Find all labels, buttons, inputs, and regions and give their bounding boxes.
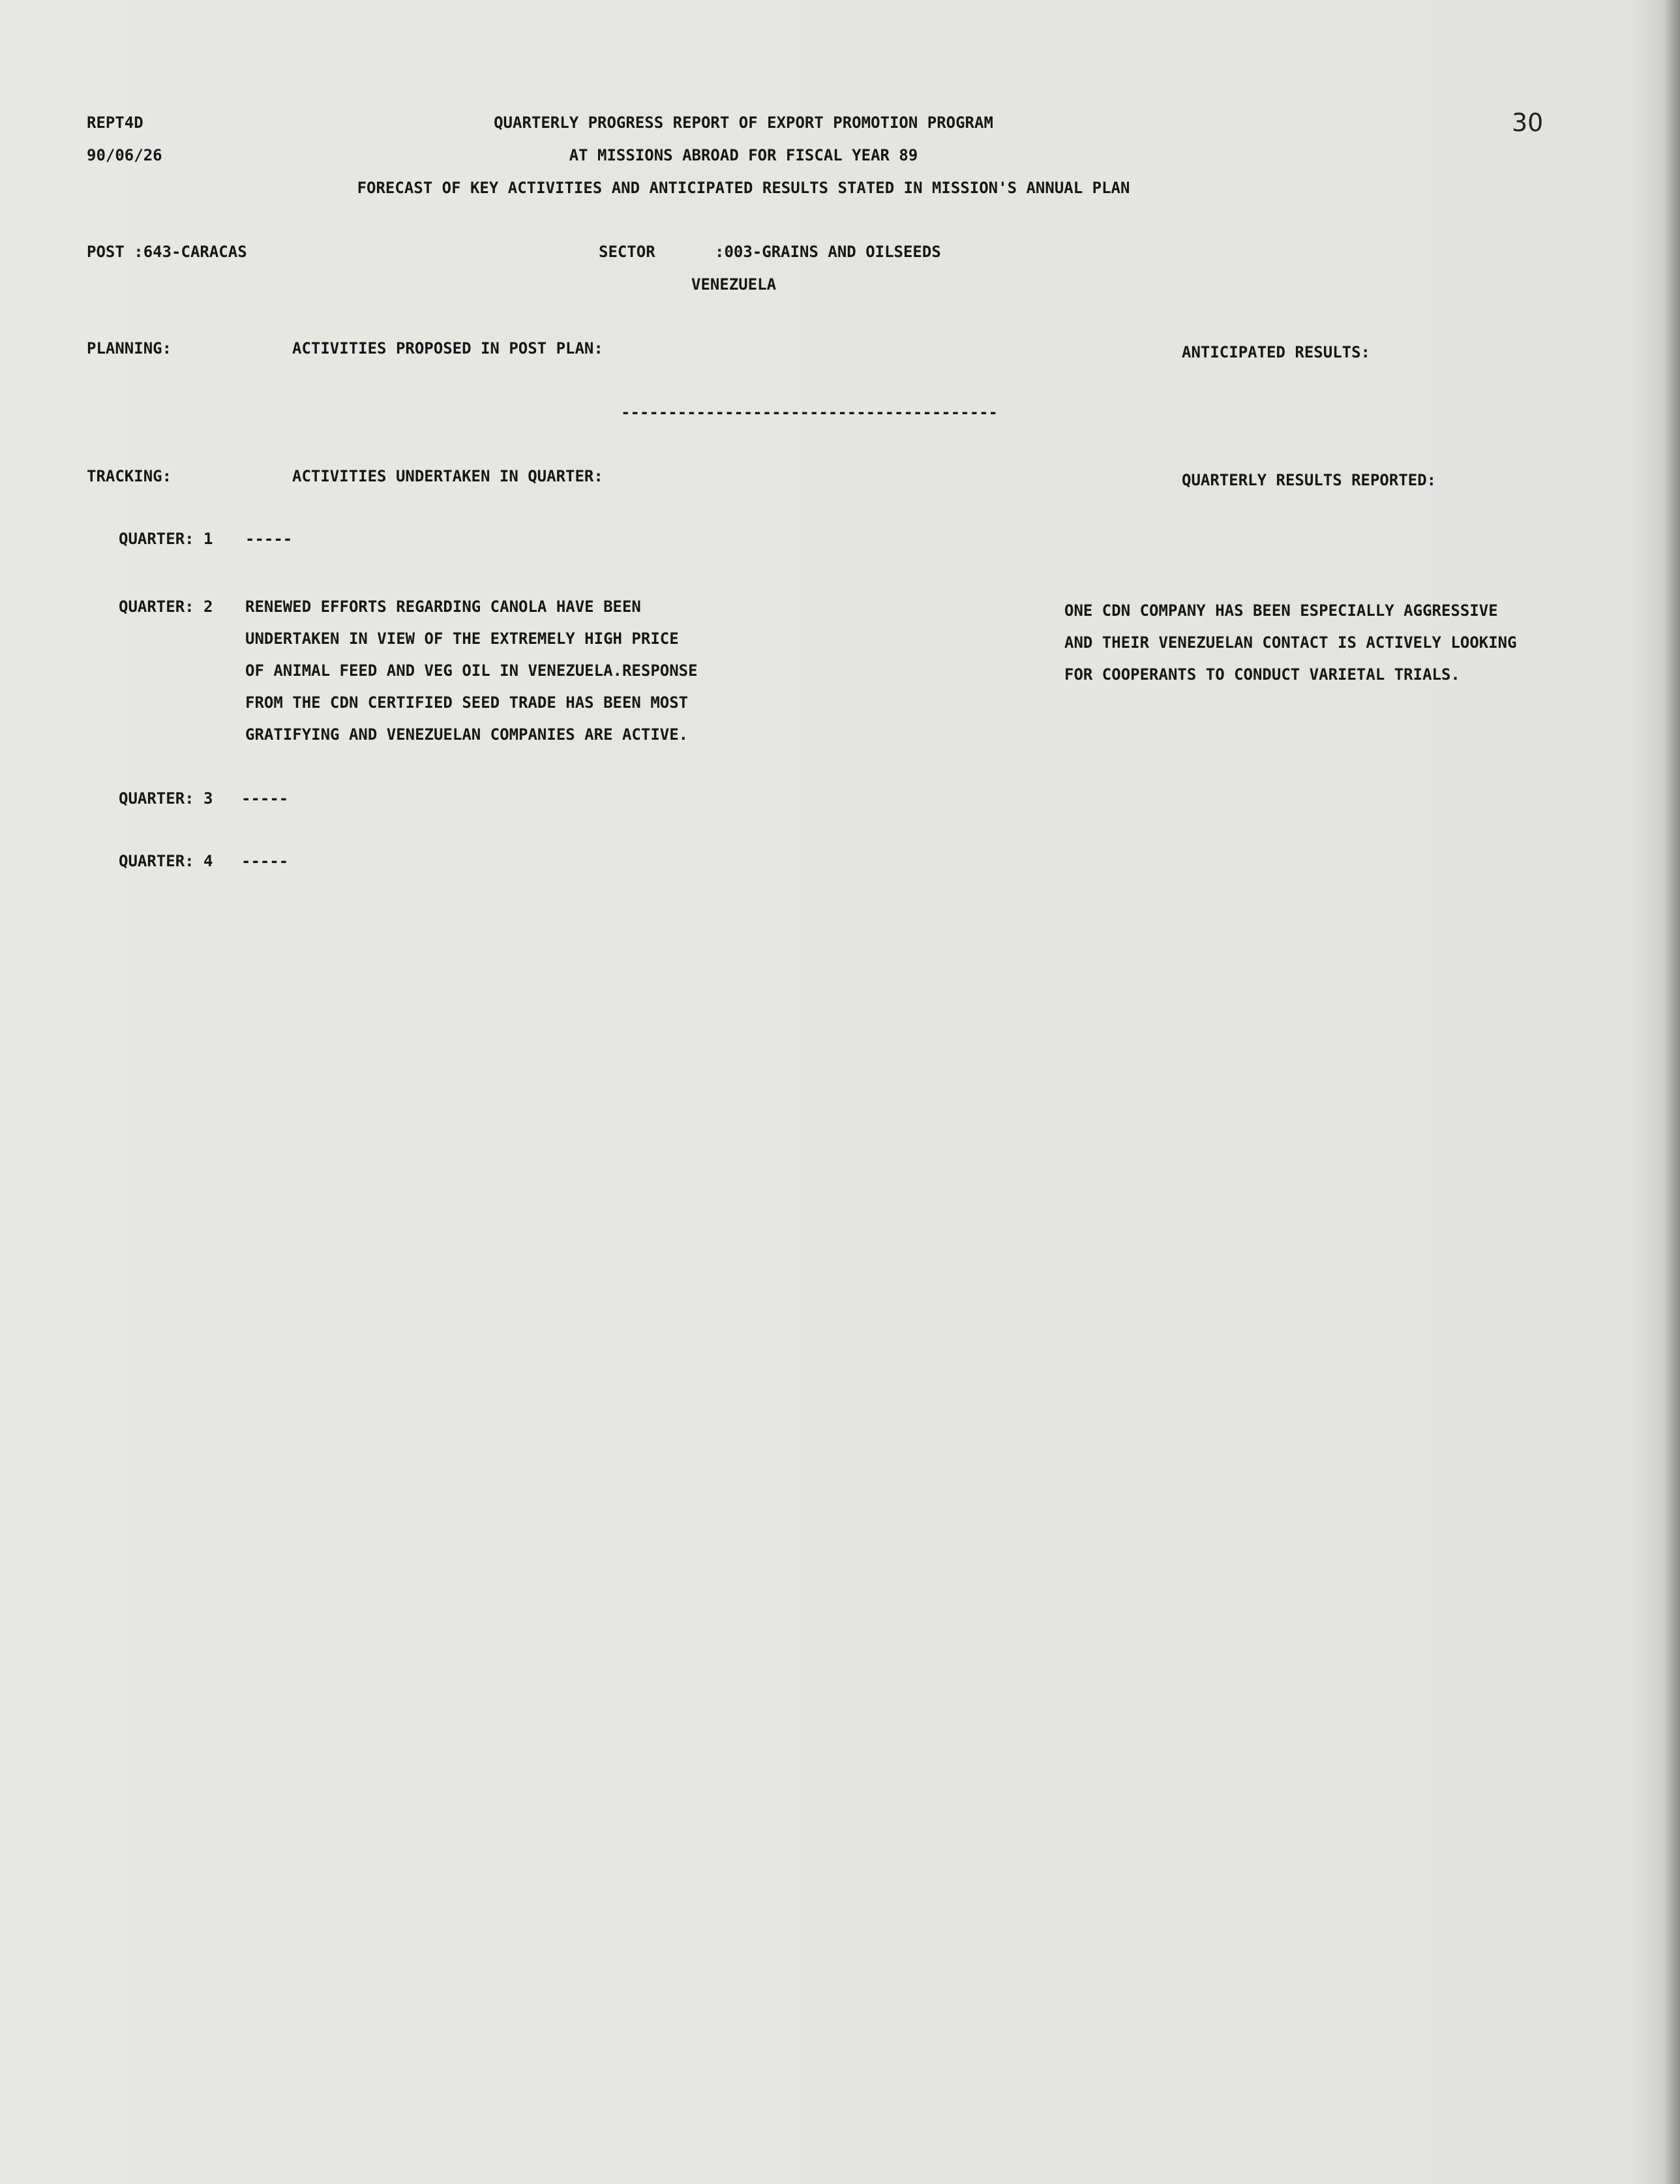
post-label: POST :643-CARACAS [87,243,247,261]
report-date: 90/06/26 [87,146,162,164]
report-title-line-2: AT MISSIONS ABROAD FOR FISCAL YEAR 89 [569,146,918,164]
planning-activities-heading: ACTIVITIES PROPOSED IN POST PLAN: [292,339,603,357]
quarter-2-activity-line: OF ANIMAL FEED AND VEG OIL IN VENEZUELA.RESPONSE [245,661,698,680]
quarter-1-label: QUARTER: 1 [119,530,213,548]
planning-results-heading: ANTICIPATED RESULTS: [1182,343,1370,361]
quarter-2-activity-line: RENEWED EFFORTS REGARDING CANOLA HAVE BEEN [245,598,641,616]
quarter-2-activity-line: UNDERTAKEN IN VIEW OF THE EXTREMELY HIGH PRICE [245,629,679,648]
quarter-2-result-line: ONE CDN COMPANY HAS BEEN ESPECIALLY AGGRESSIVE [1064,601,1498,620]
quarter-2-activity-line: GRATIFYING AND VENEZUELAN COMPANIES ARE ACTIVE. [245,725,689,744]
quarter-2-label: QUARTER: 2 [119,598,213,616]
report-title-line-1: QUARTERLY PROGRESS REPORT OF EXPORT PROMOTION PROGRAM [494,114,993,132]
tracking-results-heading: QUARTERLY RESULTS REPORTED: [1182,471,1437,489]
sector-value: :003-GRAINS AND OILSEEDS [715,243,941,261]
country: VENEZUELA [691,275,777,294]
quarter-2-result-line: AND THEIR VENEZUELAN CONTACT IS ACTIVELY LOOKING [1064,633,1517,652]
quarter-2-activity-line: FROM THE CDN CERTIFIED SEED TRADE HAS BEEN MOST [245,693,689,712]
quarter-1-activity: ----- [245,530,293,548]
report-title-line-3: FORECAST OF KEY ACTIVITIES AND ANTICIPATED RESULTS STATED IN MISSION'S ANNUAL PLAN [357,179,1130,197]
tracking-activities-heading: ACTIVITIES UNDERTAKEN IN QUARTER: [292,467,603,485]
quarter-4-label: QUARTER: 4 [119,852,213,870]
quarter-4-activity: ----- [241,852,289,870]
planning-label: PLANNING: [87,339,172,357]
sector-label: SECTOR [599,243,655,261]
page-number: 30 [1512,108,1544,137]
quarter-2-result-line: FOR COOPERANTS TO CONDUCT VARIETAL TRIALS. [1064,665,1460,684]
separator-line: ---------------------------------------- [621,403,998,421]
quarter-3-label: QUARTER: 3 [119,789,213,808]
report-id: REPT4D [87,114,143,132]
tracking-label: TRACKING: [87,467,172,485]
quarter-3-activity: ----- [241,789,289,808]
